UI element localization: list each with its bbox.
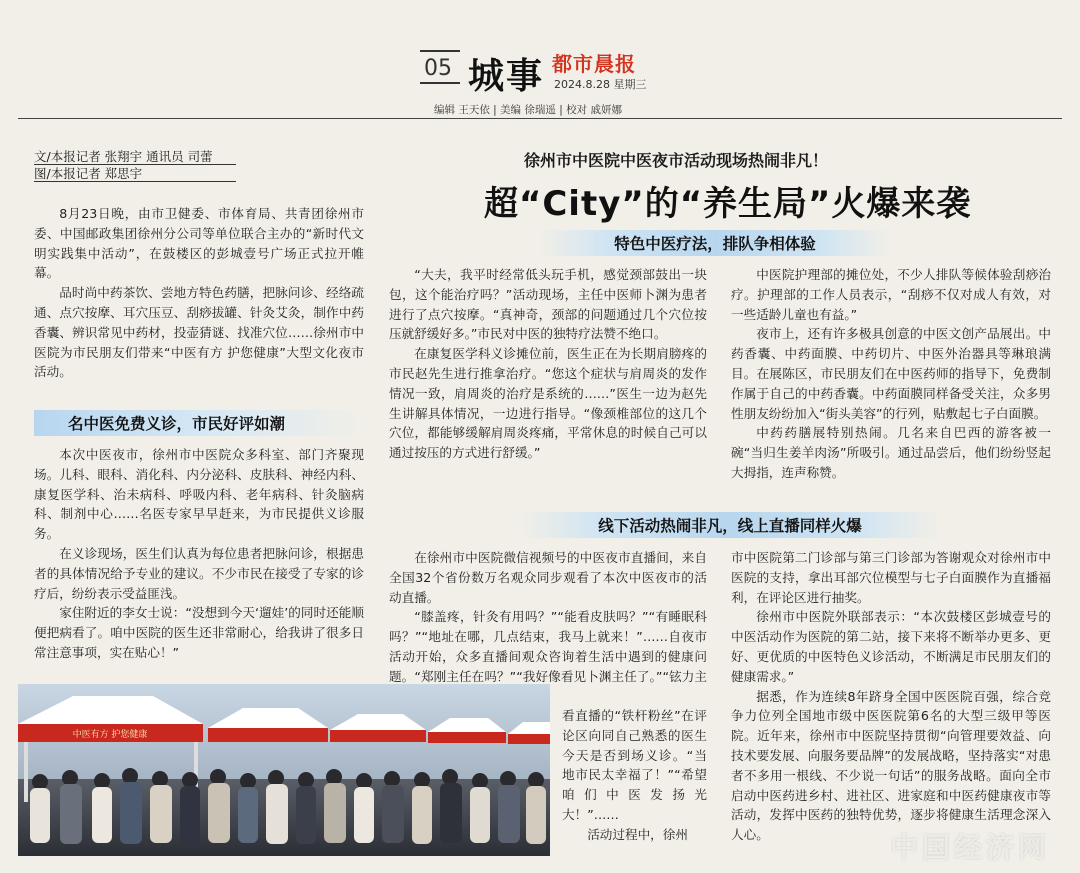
section-title: 城事 (468, 55, 545, 97)
section3-col1-wrap (562, 706, 707, 845)
section2-paragraph: “大夫，我平时经常低头玩手机，感觉颈部鼓出一块包，这个能治疗吗？”活动现场，主任中医师卜渊为患者进行了点穴按摩。“真神奇，颈部的问题通过几个穴位按压就舒缓好多。”市民对中医的独特疗法赞不绝口。 (389, 267, 707, 342)
section3-paragraph: 在徐州市中医院微信视频号的中医夜市直播间，来自全国32个省份数万名观众同步观看了本次中医夜市的活动直播。 (389, 550, 707, 605)
section2-title: 特色中医疗法，排队争相体验 (614, 235, 816, 253)
byline (34, 148, 213, 182)
section2-paragraph: 中药药膳展特别热闹。几名来自巴西的游客被一碗“当归生姜羊肉汤”所吸引。通过品尝后，他们纷纷竖起大拇指，连声称赞。 (731, 425, 1051, 480)
page-number-rule (420, 82, 460, 84)
intro-text (34, 204, 364, 382)
section2-paragraph: 夜市上，还有许多极具创意的中医文创产品展出。中药香囊、中药面膜、中药切片、中医外治器具等琳琅满目。在展陈区，市民朋友们在中医药师的指导下，免费制作属于自己的中药香囊。中药面膜同样备受关注，众多男性朋友纷纷加入“街头美容”的行列，贴敷起七子白面膜。 (731, 326, 1051, 421)
section3-paragraph: 市中医院第二门诊部与第三门诊部为答谢观众对徐州市中医院的支持，拿出耳部穴位模型与七子白面膜作为直播福利，在评论区进行抽奖。 (731, 550, 1051, 605)
section1-paragraph: 本次中医夜市，徐州市中医院众多科室、部门齐聚现场。儿科、眼科、消化科、内分泌科、皮肤科、神经内科、康复医学科、治未病科、呼吸内科、老年病科、针灸脑病科、制剂中心……名医专家早早赶来，为市民提供义诊服务。 (34, 447, 364, 542)
section1-title: 名中医免费义诊，市民好评如潮 (68, 415, 286, 433)
intro-paragraph: 8月23日晚，由市卫健委、市体育局、共青团徐州市委、中国邮政集团徐州分公司等单位联合主办的“新时代文明实践集中活动”，在鼓楼区的彭城壹号广场正式拉开帷幕。 (34, 206, 364, 281)
byline-rule (34, 164, 236, 165)
issue-date: 2024.8.28 星期三 (554, 78, 647, 91)
page-number-rule (420, 50, 460, 52)
section3-heading (520, 512, 940, 538)
masthead (420, 44, 680, 122)
page-number: 05 (424, 56, 452, 81)
section2-paragraph: 在康复医学科义诊摊位前，医生正在为长期肩膀疼的市民赵先生进行推拿治疗。“您这个症状与肩周炎的发作情况一致，肩周炎的治疗是系统的……”医生一边为赵先生讲解具体情况，一边进行指导。“像颈椎部位的这几个穴位，都能够缓解肩周炎疼痛，平常休息的时候自己可以通过按压的方式进行舒缓。” (389, 346, 707, 461)
section3-paragraph: 据悉，作为连续8年跻身全国中医医院百强，综合竞争力位列全国地市级中医医院第6名的大型三级甲等医院。近年来，徐州市中医院坚持贯彻“向管理要效益、向技术要发展、向服务要品牌”的发展战略，坚持落实“对患者不多用一根线、不少说一句话”的服务战略。面向全市启动中医药进乡村、进社区、进家庭和中医药健康夜市等活动，发挥中医药的独特优势，逐步将健康生活理念深入人心。 (731, 688, 1051, 843)
section3-paragraph: 看直播的“铁杆粉丝”在评论区向同自己熟悉的医生今天是否到场义诊。“当地市民太幸福了！”“希望咱们中医发扬光大！”…… (562, 708, 707, 822)
editor-credits: 编辑 王天依 | 美编 徐瑞遥 | 校对 戚妍娜 (434, 104, 622, 116)
paper-name: 都市晨报 (552, 52, 636, 76)
section3-paragraph: 徐州市中医院外联部表示：“本次鼓楼区彭城壹号的中医活动作为医院的第二站，接下来将不断举办更多、更好、更优质的中医特色义诊活动，不断满足市民朋友们的健康需求。” (731, 609, 1051, 684)
section1-paragraph: 在义诊现场，医生们认真为每位患者把脉问诊，根据患者的具体情况给予专业的建议。不少市民在接受了专家的诊疗后，纷纷表示受益匪浅。 (34, 545, 364, 601)
intro-paragraph: 品时尚中药茶饮、尝地方特色药膳，把脉问诊、经络疏通、点穴按摩、耳穴压豆、刮痧拔罐、针灸艾灸，制作中药香囊、辨识常见中药材，投壶猜谜、找准穴位……徐州市中医院为市民朋友们带来“中医有方 护您健康”大型文化夜市活动。 (34, 285, 364, 380)
section2-col1 (389, 265, 707, 463)
section3-paragraph: “膝盖疼，针灸有用吗？”“能看皮肤吗？”“有睡眠科吗？”“地址在哪，几点结束，我马上就来！”……自夜市活动开始，众多直播间观众咨询着生活中遇到的健康问题。“郑刚主任在吗？”“我好像看见卜渊主任了。”“铉力主 (389, 609, 707, 684)
event-photo (18, 684, 550, 856)
section1-text (34, 445, 364, 663)
section2-col2 (731, 265, 1051, 483)
byline-writer: 文/本报记者 张翔宇 通讯员 司蕾 (34, 149, 213, 164)
section3-col1 (389, 548, 707, 706)
tent-banner-text: 中医有方 护您健康 (72, 730, 148, 740)
watermark: 中国经济网 (890, 831, 1051, 864)
night-market-photo (18, 684, 550, 856)
byline-photographer: 图/本报记者 郑思宇 (34, 166, 143, 181)
byline-rule (34, 181, 236, 182)
masthead-rule (18, 118, 1062, 119)
section2-paragraph: 中医院护理部的摊位处，不少人排队等候体验刮痧治疗。护理部的工作人员表示，“刮痧不仅对成人有效，对一些适龄儿童也有益。” (731, 267, 1051, 322)
section3-col2 (731, 548, 1051, 845)
headline-kicker: 徐州市中医院中医夜市活动现场热闹非凡！ (524, 151, 829, 170)
section1-paragraph: 家住附近的李女士说：“没想到今天‘遛娃’的同时还能顺便把病看了。咱中医院的医生还非常耐心，给我讲了很多日常注意事项，实在贴心！” (34, 605, 364, 660)
section1-heading (34, 410, 364, 436)
section2-heading (540, 230, 890, 256)
section3-title: 线下活动热闹非凡，线上直播同样火爆 (598, 517, 862, 535)
section3-paragraph: 活动过程中，徐州 (587, 826, 688, 842)
headline-title: 超“City”的“养生局”火爆来袭 (484, 184, 972, 224)
